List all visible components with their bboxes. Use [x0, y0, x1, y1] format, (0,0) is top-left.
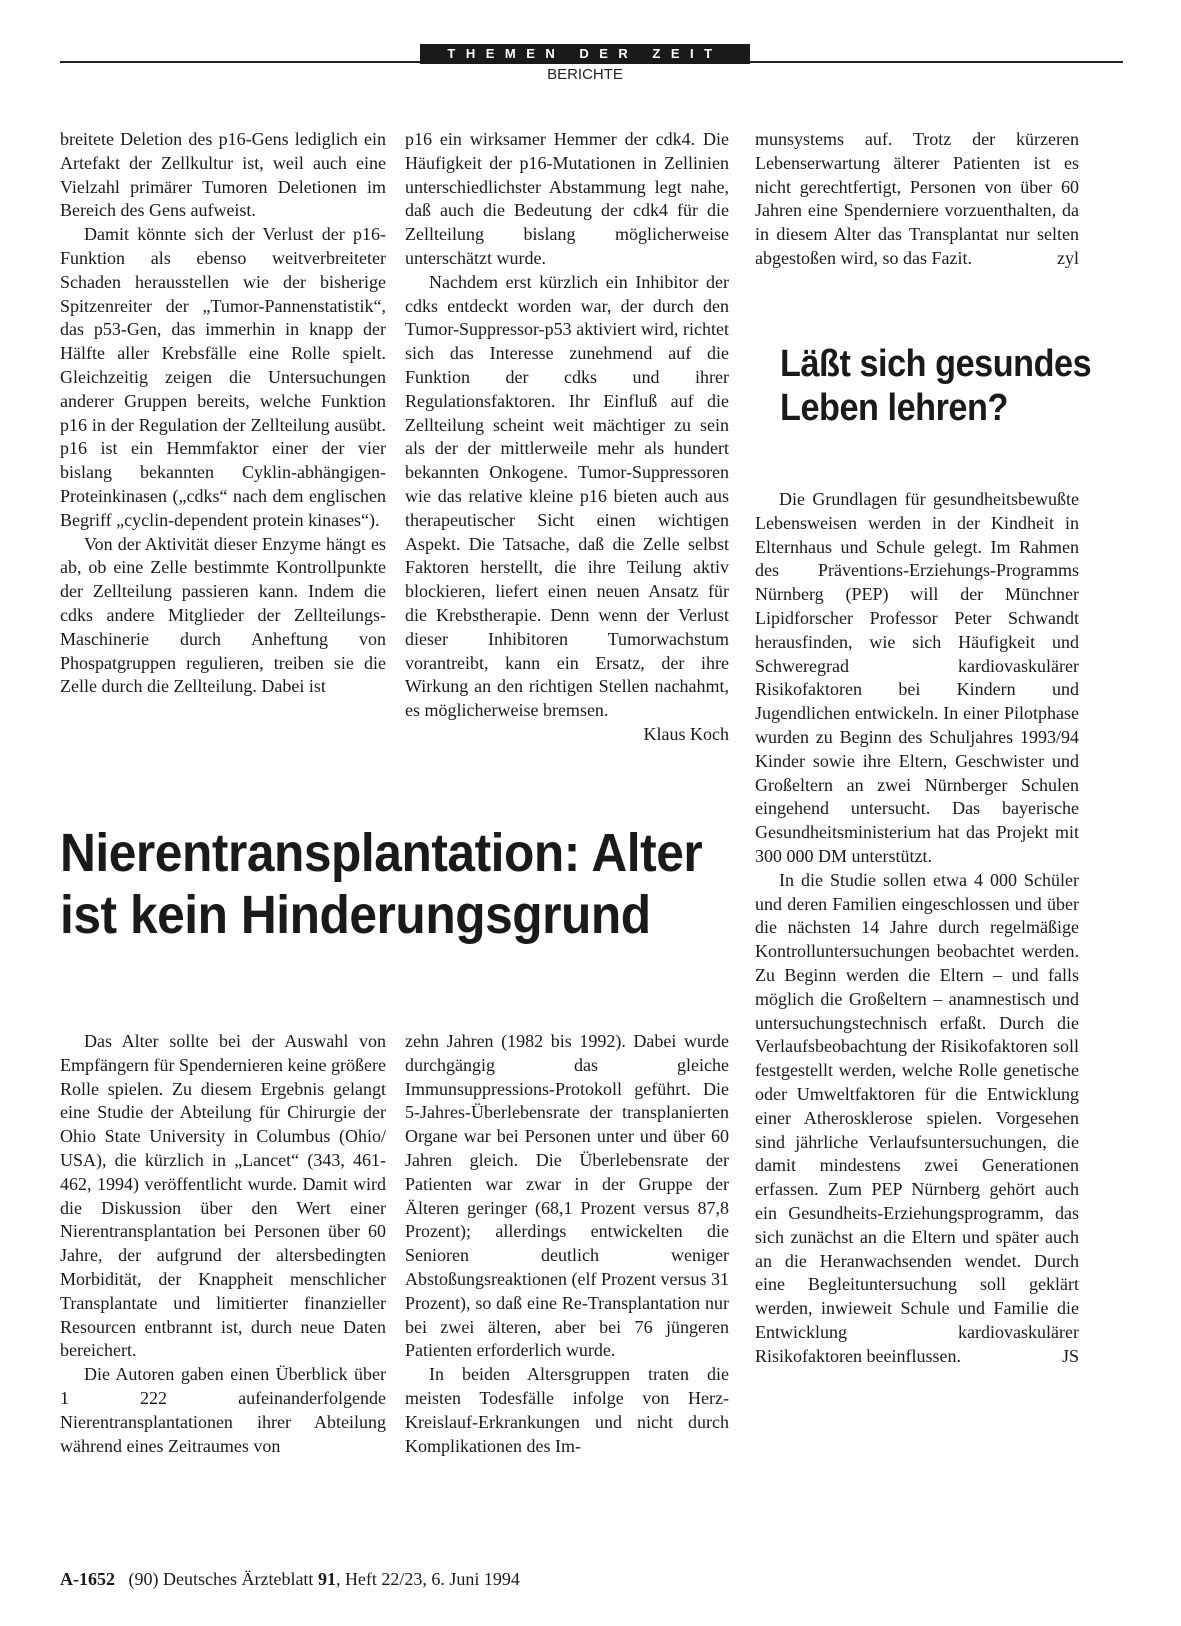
paragraph-text: Nachdem erst kürzlich ein Inhibitor der cdks entdeckt worden war, der durch den Tumor-Suppressor-p53 aktiviert wird, richtet sich das Interesse zunehmend auf die Funktion der cdks und ihrer Regulationsfaktoren. Ihr Einfluß auf die Zellteilung scheint weit mächtiger zu sein als der der mittlerweile mehr als hundert bekannten Onkogene. Tumor-Suppressoren wie das relative kleine p16 bieten auch aus therapeutischer Sicht einen wichtigen Aspekt. Die Tatsache, daß die Zelle selbst Faktoren herstellt, die ihre Teilung aktiv blockieren, liefert einen neuen Ansatz für die Krebstherapie. Denn wenn der Verlust dieser Inhibitoren Tumorwachstum vorantreibt, kann ein Ersatz, der ihre Wirkung an den richtigen Stellen nachahmt, es möglicherweise bremsen.	[405, 271, 729, 721]
section-label: THEMEN DER ZEIT	[420, 44, 750, 64]
journal-name: (90) Deutsches Ärzteblatt	[128, 1569, 314, 1589]
author-signature: zyl	[1057, 247, 1079, 268]
paragraph	[755, 128, 1079, 271]
article2-column1	[60, 1030, 386, 1458]
article2-headline: Nierentransplantation: Alter ist kein Hinderungsgrund	[60, 823, 703, 945]
paragraph-text: In die Studie sollen etwa 4 000 Schüler und deren Familien eingeschlossen und über die nächsten 14 Jahre durch regelmäßige Kontrolluntersuchungen beobachtet werden. Zu Beginn werden die Eltern – und falls möglich die Großeltern – anamnestisch und untersuchungstechnisch erfaßt. Durch die Verlaufsbeobachtung der Risikofaktoren soll festgestellt werden, welche Rolle genetische oder Umweltfaktoren für die Entwicklung einer Atherosklerose spielen. Vorgesehen sind jährliche Verlaufsuntersuchungen, die damit mindestens zwei Generationen erfassen. Zum PEP Nürnberg gehört auch ein Gesundheits-Erziehungsprogramm, das sich zunächst an die Eltern und später auch an die Heranwachsenden wendet. Durch eine Begleituntersuchung soll geklärt werden, inwieweit Schule und Familie die Entwicklung kardiovaskulärer Risikofaktoren beeinflussen.	[755, 869, 1079, 1366]
paragraph: Damit könnte sich der Verlust der p16-Funktion als ebenso weitverbreiteter Schaden herausstellen wie der bisherige Spitzenreiter der „Tumor-Pannenstatistik“, das p53-Gen, das immerhin in knapp der Hälfte aller Krebsfälle eine Rolle spielt. Gleichzeitig zeigen die Untersuchungen anderer Gruppen bereits, welche Funktion p16 in der Regulation der Zellteilung ausübt. p16 ist ein Hemmfaktor einer der vier bislang bekannten Cyklin-abhängigen-Proteinkinasen („cdks“ nach dem englischen Begriff „cyclin-dependent protein kinases“).	[60, 224, 386, 530]
author-signature: Klaus Koch	[643, 723, 729, 744]
article1-column1	[60, 128, 386, 699]
paragraph: Die Autoren gaben einen Überblick über 1 222 aufeinanderfolgende Nierentransplantationen ihrer Abteilung während eines Zeitraumes von	[60, 1364, 386, 1456]
journal-volume: 91	[317, 1569, 336, 1589]
paragraph: Das Alter sollte bei der Auswahl von Empfängern für Spendernieren keine größere Rolle spielen. Zu diesem Ergebnis gelangt eine Studie der Abteilung für Chirurgie der Ohio State University in Columbus (Ohio/ USA), die kürzlich in „Lancet“ (343, 461-462, 1994) veröffentlicht wurde. Damit wird die Diskussion über den Wert einer Nierentransplantation bei Personen über 60 Jahre, der aufgrund der altersbedingten Morbidität, der Knappheit menschlicher Transplantate und limitierter finanzieller Resourcen entbrannt ist, durch neue Daten bereichert.	[60, 1031, 386, 1361]
paragraph: zehn Jahren (1982 bis 1992). Dabei wurde durchgängig das gleiche Immunsuppressions-Protokoll geführt. Die 5-Jahres-Überlebensrate der transplanierten Organe war bei Personen unter und über 60 Jahren gleich. Die Überlebensrate der Patienten war zwar in der Gruppe der Älteren geringer (68,1 Prozent versus 87,8 Prozent); allerdings entwickelten die Senioren deutlich weniger Abstoßungsreaktionen (elf Prozent versus 31 Prozent), so daß eine Re-Transplantation nur bei zwei älteren, aber bei 76 jüngeren Patienten erforderlich wurde.	[405, 1031, 729, 1361]
paragraph: Die Grundlagen für gesundheitsbewußte Lebensweisen werden in der Kindheit in Elternhaus und Schule gelegt. Im Rahmen des Präventions-Erziehungs-Programms Nürnberg (PEP) will der Münchner Lipidforscher Professor Peter Schwandt herausfinden, wie sich Häufigkeit und Schweregrad kardiovaskulärer Risikofaktoren bei Kindern und Jugendlichen entwickeln. In einer Pilotphase wurden zu Beginn des Schuljahres 1993/94 Kinder sowie ihre Eltern, Geschwister und Großeltern an zwei Nürnberger Schulen eingehend untersucht. Das bayerische Gesundheitsministerium hat das Projekt mit 300 000 DM unterstützt.	[755, 489, 1079, 866]
paragraph: In beiden Altersgruppen traten die meisten Todesfälle infolge von Herz-Kreislauf-Erkrankungen und nicht durch Komplikationen des Im-	[405, 1364, 729, 1456]
issue-info: , Heft 22/23, 6. Juni 1994	[335, 1569, 520, 1589]
page-footer	[60, 1569, 520, 1590]
page-number: A-1652	[60, 1569, 115, 1589]
subsection-label: BERICHTE	[547, 66, 623, 83]
paragraph	[405, 271, 729, 744]
paragraph: Von der Aktivität dieser Enzyme hängt es ab, ob eine Zelle bestimmte Kontrollpunkte der Zellteilung passieren kann. Indem die cdks andere Mitglieder der Zellteilungs-Maschinerie durch Anheftung von Phospatgruppen regulieren, treiben sie die Zelle durch die Zellteilung. Dabei ist	[60, 533, 386, 697]
paragraph: breitete Deletion des p16-Gens lediglich ein Artefakt der Zellkultur ist, weil auch eine Vielzahl primärer Tumoren Deletionen im Bereich des Gens aufweist.	[60, 129, 386, 221]
paragraph: p16 ein wirksamer Hemmer der cdk4. Die Häufigkeit der p16-Mutationen in Zellinien unterschiedlichster Abstammung legt nahe, daß auch die Bedeutung der cdk4 für die Zellteilung bislang möglicherweise unterschätzt wurde.	[405, 129, 729, 268]
article1-column2	[405, 128, 729, 747]
article3-column	[755, 488, 1079, 1368]
article3-headline: Läßt sich gesundes Leben lehren?	[780, 343, 1092, 429]
article2-continuation	[755, 128, 1079, 271]
article2-column2	[405, 1030, 729, 1458]
author-signature: JS	[1061, 1345, 1079, 1366]
paragraph-text: munsystems auf. Trotz der kürzeren Lebenserwartung älterer Patienten ist es nicht gerechtfertigt, Personen von über 60 Jahren eine Spenderniere vorzuenthalten, da in diesem Alter das Transplantat nur selten abgestoßen wird, so das Fazit.	[755, 129, 1079, 268]
paragraph	[755, 869, 1079, 1369]
